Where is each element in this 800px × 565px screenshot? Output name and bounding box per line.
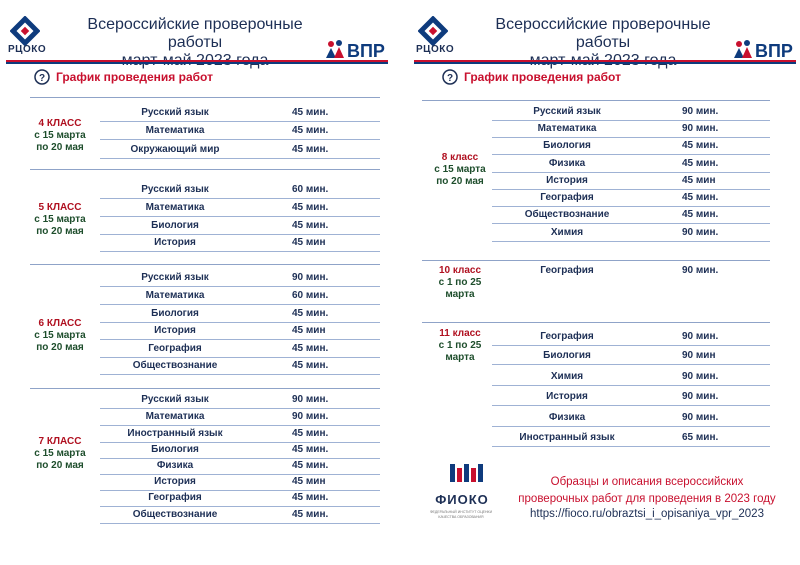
subject-name: Русский язык — [141, 394, 209, 405]
subject-name: История — [154, 237, 196, 248]
grade-label — [18, 118, 102, 154]
group-separator — [30, 388, 380, 389]
grade-label — [418, 152, 502, 188]
fioko-subtitle: ФЕДЕРАЛЬНЫЙ ИНСТИТУТ ОЦЕНКИ КАЧЕСТВА ОБРАЗОВАНИЯ — [429, 510, 493, 519]
subject-name: Иностранный язык — [519, 432, 615, 443]
duration-value: 45 мин. — [682, 140, 719, 151]
row-divider — [100, 374, 380, 375]
row-divider — [100, 304, 380, 305]
subject-name: Биология — [151, 220, 199, 231]
group-separator — [30, 169, 380, 170]
subject-name: Русский язык — [141, 272, 209, 283]
samples-link[interactable]: https://fioco.ru/obraztsi_i_opisaniya_vpr_2023 — [530, 508, 764, 520]
rcoko-logo-text: РЦОКО — [8, 44, 47, 55]
grade-name: 5 КЛАСС — [38, 202, 82, 213]
grade-name: 10 класс — [438, 265, 482, 276]
row-divider — [100, 198, 380, 199]
grade-name: 11 класс — [439, 328, 481, 339]
duration-value: 90 мин. — [682, 227, 719, 238]
row-divider — [100, 158, 380, 159]
subject-name: Обществознание — [132, 509, 218, 520]
row-divider — [492, 385, 770, 386]
subject-name: Физика — [156, 460, 194, 471]
rcoko-logo-icon — [10, 16, 40, 46]
row-divider — [100, 339, 380, 340]
group-separator — [30, 97, 380, 98]
grade-dates: с 1 по 25 — [438, 340, 482, 351]
duration-value: 45 мин. — [292, 460, 329, 471]
grade-name: 7 КЛАСС — [38, 436, 82, 447]
duration-value: 90 мин. — [682, 123, 719, 134]
subject-name: Физика — [548, 158, 586, 169]
grade-label — [18, 318, 102, 354]
subject-name: Математика — [145, 290, 205, 301]
row-divider — [100, 408, 380, 409]
subject-name: География — [540, 192, 594, 203]
duration-value: 45 мин — [292, 237, 326, 248]
duration-value: 45 мин. — [682, 158, 719, 169]
duration-value: 45 мин. — [292, 492, 329, 503]
duration-value: 90 мин. — [292, 411, 329, 422]
grade-dates: с 15 марта — [34, 130, 86, 141]
row-divider — [100, 458, 380, 459]
duration-value: 65 мин. — [682, 432, 719, 443]
row-divider — [492, 426, 770, 427]
row-divider — [100, 322, 380, 323]
header-stripe-blue — [414, 62, 796, 64]
left-panel — [0, 0, 390, 565]
subject-name: Биология — [543, 140, 591, 151]
row-divider — [100, 234, 380, 235]
grade-dates: с 15 марта — [34, 330, 86, 341]
grade-label — [418, 328, 502, 364]
duration-value: 45 мин. — [292, 220, 329, 231]
subject-name: География — [540, 265, 594, 276]
subject-name: Иностранный язык — [127, 428, 223, 439]
subject-name: История — [154, 325, 196, 336]
vpr-logo-text: ВПР — [347, 41, 385, 60]
row-divider — [492, 405, 770, 406]
duration-value: 45 мин. — [292, 125, 329, 136]
subject-name: Русский язык — [141, 184, 209, 195]
svg-text:?: ? — [446, 73, 454, 84]
right-panel — [408, 0, 798, 565]
subject-name: География — [540, 331, 594, 342]
row-divider — [100, 357, 380, 358]
row-divider — [100, 251, 380, 252]
vpr-logo-text: ВПР — [755, 41, 793, 60]
grade-label — [418, 265, 502, 301]
subject-name: Математика — [145, 125, 205, 136]
subject-name: История — [154, 476, 196, 487]
group-separator — [422, 260, 770, 261]
row-divider — [492, 364, 770, 365]
row-divider — [100, 490, 380, 491]
fioko-logo-icon — [448, 462, 488, 484]
row-divider — [492, 189, 770, 190]
grade-dates: по 20 мая — [36, 142, 84, 153]
grade-dates: марта — [445, 289, 475, 300]
duration-value: 90 мин. — [682, 391, 719, 402]
subject-name: Биология — [151, 444, 199, 455]
duration-value: 45 мин — [682, 175, 716, 186]
row-divider — [492, 120, 770, 121]
row-divider — [100, 286, 380, 287]
subject-name: География — [148, 492, 202, 503]
duration-value: 45 мин. — [292, 444, 329, 455]
duration-value: 90 мин — [682, 350, 716, 361]
samples-note: Образцы и описания всероссийских проверочных работ для проведения в 2023 году — [518, 476, 776, 505]
row-divider — [100, 121, 380, 122]
duration-value: 60 мин. — [292, 290, 329, 301]
row-divider — [492, 241, 770, 242]
question-icon — [34, 69, 50, 85]
subject-name: Физика — [548, 412, 586, 423]
subject-name: География — [148, 343, 202, 354]
grade-label — [18, 436, 102, 472]
duration-value: 45 мин. — [292, 428, 329, 439]
duration-value: 45 мин. — [682, 192, 719, 203]
row-divider — [100, 442, 380, 443]
row-divider — [100, 216, 380, 217]
grade-label — [18, 202, 102, 238]
row-divider — [492, 446, 770, 447]
fioko-logo-text: ФИОКО — [435, 492, 489, 507]
header-stripe-blue — [6, 62, 388, 64]
group-separator — [422, 322, 770, 323]
subject-name: Биология — [151, 308, 199, 319]
row-divider — [100, 474, 380, 475]
duration-value: 45 мин. — [292, 509, 329, 520]
duration-value: 45 мин — [292, 325, 326, 336]
duration-value: 45 мин. — [292, 360, 329, 371]
duration-value: 45 мин. — [292, 144, 329, 155]
row-divider — [492, 154, 770, 155]
row-divider — [100, 425, 380, 426]
duration-value: 90 мин. — [682, 371, 719, 382]
subject-name: История — [546, 175, 588, 186]
grade-dates: по 20 мая — [36, 460, 84, 471]
subject-name: Химия — [550, 227, 584, 238]
row-divider — [100, 523, 380, 524]
question-icon — [442, 69, 458, 85]
subject-name: Окружающий мир — [130, 144, 220, 155]
duration-value: 45 мин. — [292, 308, 329, 319]
duration-value: 90 мин. — [292, 272, 329, 283]
grade-dates: с 15 марта — [34, 448, 86, 459]
subject-name: История — [546, 391, 588, 402]
schedule-title: График проведения работ — [464, 70, 621, 84]
subject-name: Русский язык — [141, 107, 209, 118]
row-divider — [492, 206, 770, 207]
grade-dates: марта — [445, 352, 475, 363]
row-divider — [492, 172, 770, 173]
duration-value: 90 мин. — [292, 394, 329, 405]
group-separator — [422, 100, 770, 101]
duration-value: 45 мин. — [292, 107, 329, 118]
subject-name: Химия — [550, 371, 584, 382]
vpr-logo-icon — [325, 38, 387, 60]
vpr-logo-icon — [733, 38, 795, 60]
row-divider — [492, 345, 770, 346]
duration-value: 90 мин. — [682, 331, 719, 342]
grade-dates: с 1 по 25 — [438, 277, 482, 288]
rcoko-logo-text: РЦОКО — [416, 44, 455, 55]
row-divider — [492, 137, 770, 138]
page-title: Всероссийские проверочные работы — [87, 16, 303, 51]
row-divider — [100, 506, 380, 507]
grade-dates: по 20 мая — [436, 176, 484, 187]
duration-value: 45 мин — [292, 476, 326, 487]
subject-name: Биология — [543, 350, 591, 361]
grade-dates: с 15 марта — [34, 214, 86, 225]
grade-name: 6 КЛАСС — [38, 318, 82, 329]
subject-name: Обществознание — [524, 209, 610, 220]
duration-value: 45 мин. — [682, 209, 719, 220]
group-separator — [30, 264, 380, 265]
page-title: Всероссийские проверочные работы — [495, 16, 711, 51]
subject-name: Математика — [145, 411, 205, 422]
duration-value: 45 мин. — [292, 343, 329, 354]
grade-dates: по 20 мая — [36, 226, 84, 237]
subject-name: Русский язык — [533, 106, 601, 117]
grade-name: 4 КЛАСС — [38, 118, 82, 129]
duration-value: 90 мин. — [682, 265, 719, 276]
duration-value: 90 мин. — [682, 106, 719, 117]
subject-name: Обществознание — [132, 360, 218, 371]
grade-dates: с 15 марта — [434, 164, 486, 175]
duration-value: 60 мин. — [292, 184, 329, 195]
rcoko-logo-icon — [418, 16, 448, 46]
schedule-title: График проведения работ — [56, 70, 213, 84]
svg-text:?: ? — [38, 73, 46, 84]
subject-name: Математика — [145, 202, 205, 213]
duration-value: 45 мин. — [292, 202, 329, 213]
duration-value: 90 мин. — [682, 412, 719, 423]
subject-name: Математика — [537, 123, 597, 134]
grade-dates: по 20 мая — [36, 342, 84, 353]
row-divider — [492, 223, 770, 224]
grade-name: 8 класс — [441, 152, 479, 163]
row-divider — [100, 139, 380, 140]
